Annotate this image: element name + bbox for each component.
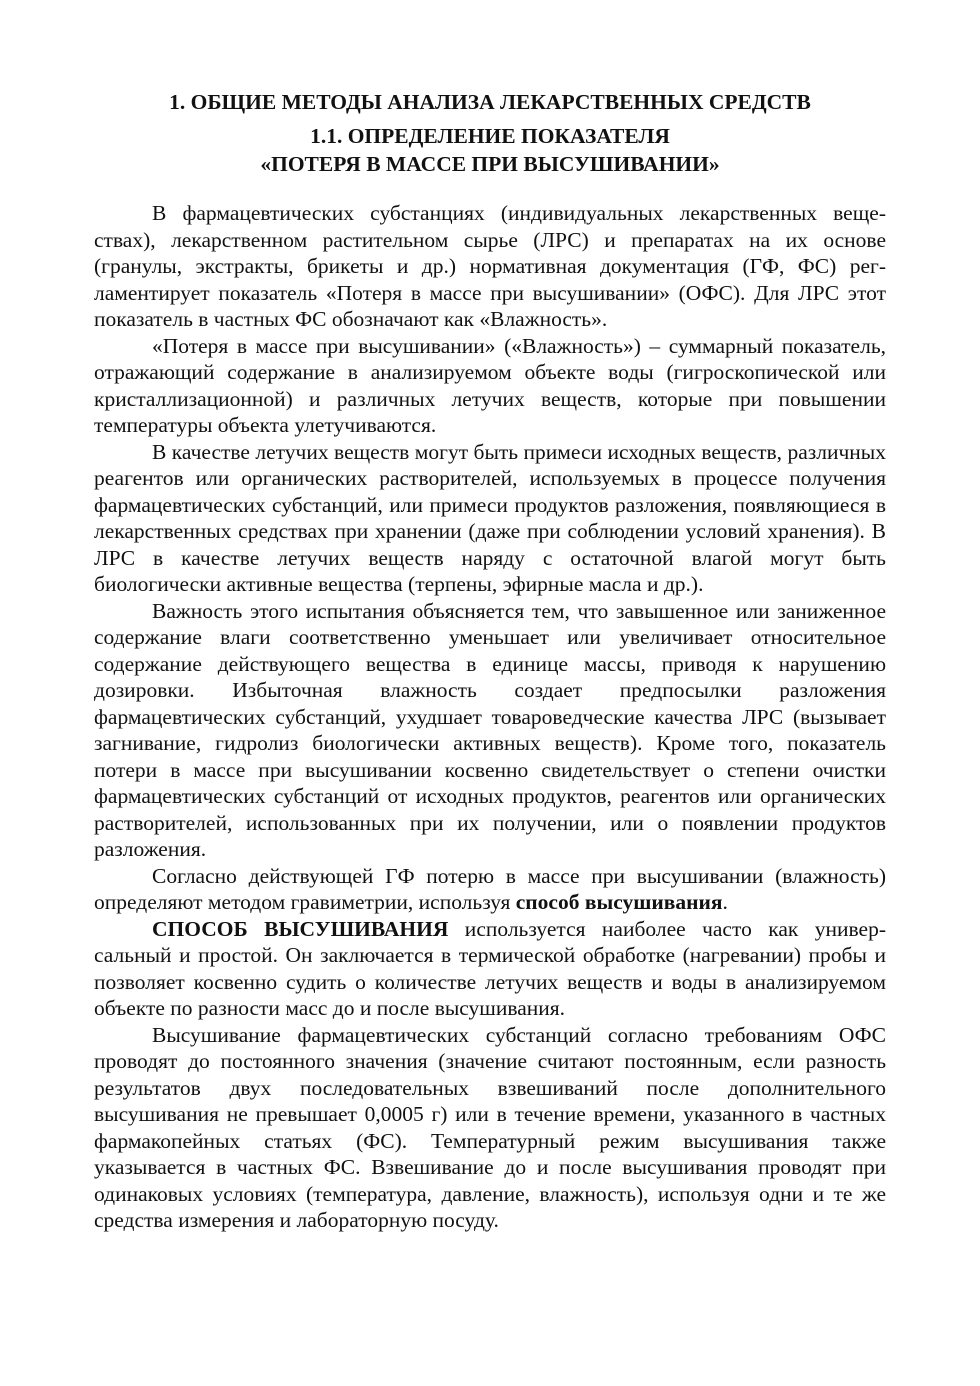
paragraph-1: В фармацевтических субстанциях (индивидуальных лекарственных веществах), лекарственном растительном сырье (ЛРС) и препаратах на их основе (гранулы, экстракты, брикеты и др.) нормативная документация (ГФ, ФС) регламентирует показатель «Потеря в массе при высушивании» (ОФС). Для ЛРС этот показатель в частных ФС обозначают как «Влажность».: [94, 201, 886, 331]
paragraph-6-bold-term: СПОСОБ ВЫСУШИВАНИЯ: [152, 916, 449, 941]
section-title-line-1: 1.1. ОПРЕДЕЛЕНИЕ ПОКАЗАТЕЛЯ: [310, 124, 670, 148]
paragraph-5-end: .: [722, 890, 728, 914]
paragraph-5-bold-term: способ высушивания: [515, 890, 723, 914]
paragraph-7: Высушивание фармацевтических субстанций согласно требованиям ОФС проводят до постоянного значения (значение считают постоянным, если разность результатов двух последовательных взвешиваний после дополнительного высушивания не превышает 0,0005 г) или в течение времени, указанного в частных фармакопейных статьях (ФС). Температурный режим высушивания также указывается в частных ФС. Взвешивание до и после высушивания проводят при одинаковых условиях (температура, давление, влажность), используя одни и те же средства измерения и лабораторную посуду.: [94, 1022, 886, 1232]
paragraph-5: [94, 863, 886, 916]
document-body: [94, 200, 886, 1234]
paragraph-2: «Потеря в массе при высушивании» («Влажность») – суммарный показатель, отражающий содержание в анализируемом объекте воды (гигроскопической или кристаллизационной) и различных летучих веществ, которые при повышении температуры объекта улетучиваются.: [94, 333, 886, 437]
paragraph-6: [94, 916, 886, 1022]
paragraph-3: В качестве летучих веществ могут быть примеси исходных веществ, различных реагентов или органических растворителей, используемых в процессе получения фармацевтических субстанций, или примеси продуктов разложения, появляющиеся в лекарственных средствах при хранении (даже при соблюдении условий хранения). В ЛРС в качестве летучих веществ наряду с остаточной влагой могут быть биологически активные вещества (терпены, эфирные масла и др.).: [94, 439, 886, 596]
paragraph-6-text: используется наиболее часто как универсальный и простой. Он заключается в термической обработке (нагревании) пробы и позволяет косвенно судить о количестве летучих веществ и воды в анализируемом объекте по разности масс до и после высушивания.: [94, 916, 887, 1020]
chapter-title: 1. ОБЩИЕ МЕТОДЫ АНАЛИЗА ЛЕКАРСТВЕННЫХ СРЕДСТВ: [169, 90, 811, 114]
section-title-line-2: «ПОТЕРЯ В МАССЕ ПРИ ВЫСУШИВАНИИ»: [260, 152, 720, 176]
paragraph-5-text: Согласно действующей ГФ потерю в массе при высушивании (влажность) определяют методом гравиметрии, используя: [94, 863, 886, 914]
paragraph-4: Важность этого испытания объясняется тем, что завышенное или заниженное содержание влаги соответственно уменьшает или увеличивает относительное содержание действующего вещества в единице массы, приводя к нарушению дозировки. Избыточная влажность создает предпосылки разложения фармацевтических субстанций, ухудшает товароведческие качества ЛРС (вызывает загнивание, гидролиз биологически активных веществ). Кроме того, показатель потери в массе при высушивании косвенно свидетельствует о степени очистки фармацевтических субстанций от исходных продуктов, реагентов или органических растворителей, использованных при их получении, или о появлении продуктов разложения.: [94, 598, 886, 861]
